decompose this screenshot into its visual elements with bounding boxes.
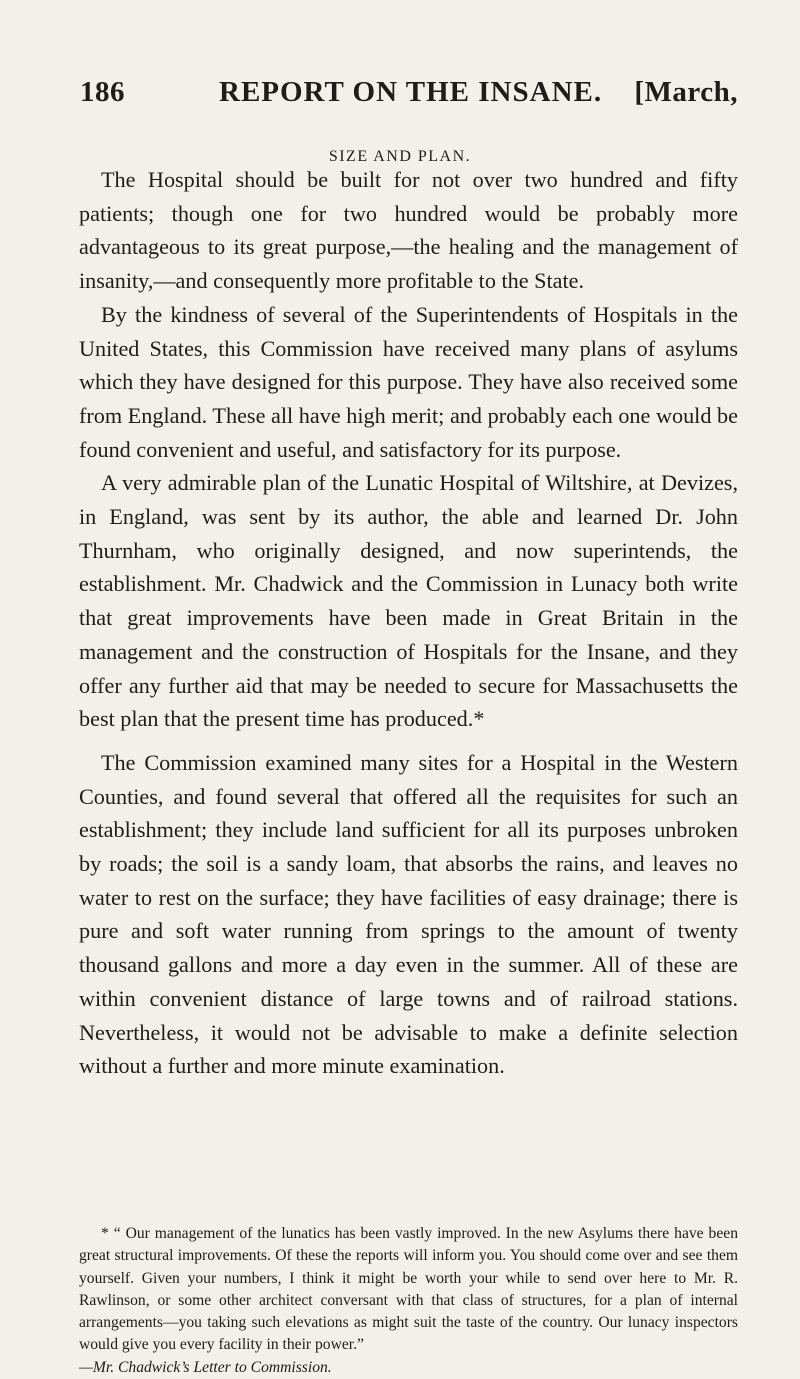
- paragraph: By the kindness of several of the Superintendents of Hospitals in the United States, this Commission have received many plans of asylums which they have designed for this purpose. They have also received some from England. These all have high merit; and probably each one would be found convenient and useful, and satisfactory for its purpose.: [79, 301, 738, 462]
- footnote-text: * “ Our management of the lunatics has been vastly improved. In the new Asylums there have been great structural improvements. Of these the reports will inform you. You should come over and see them yourself. Given your numbers, I think it might be worth your while to send over here to Mr. R. Rawlinson, or some other architect conversant with that class of structures, for a plan of internal arrangements—you taking such elevations as might suit the taste of the country. Our lunacy inspectors would give you every facility in their power.”: [79, 1225, 738, 1354]
- running-title: REPORT ON THE INSANE.: [219, 76, 603, 108]
- running-month: [March,: [634, 76, 738, 108]
- paragraph: A very admirable plan of the Lunatic Hospital of Wiltshire, at Devizes, in England, was sent by its author, the able and learned Dr. John Thurnham, who originally designed, and now superintends, the establishment. Mr. Chadwick and the Commission in Lunacy both write that great improvements have been made in Great Britain in the management and the construction of Hospitals for the Insane, and they offer any further aid that may be needed to secure for Massachusetts the best plan that the present time has produced.*: [79, 470, 738, 732]
- paragraph: The Hospital should be built for not over two hundred and fifty patients; though one for two hundred would be probably more advantageous to its great purpose,—the healing and the management of insanity,—and consequently more profitable to the State.: [79, 167, 738, 294]
- page-header: [80, 76, 738, 116]
- body-text: [79, 163, 738, 1083]
- footnote-attribution: —Mr. Chadwick’s Letter to Commission.: [79, 1358, 332, 1376]
- paragraph: The Commission examined many sites for a Hospital in the Western Counties, and found several that offered all the requisites for such an establishment; they include land sufficient for all its purposes unbroken by roads; the soil is a sandy loam, that absorbs the rains, and leaves no water to rest on the surface; they have facilities of easy drainage; there is pure and soft water running from springs to the amount of twenty thousand gallons and more a day even in the summer. All of these are within convenient distance of large towns and of railroad stations. Nevertheless, it would not be advisable to make a definite selection without a further and more minute examination.: [79, 749, 738, 1079]
- section-title: SIZE AND PLAN.: [328, 148, 472, 165]
- page-number: 186: [80, 76, 125, 108]
